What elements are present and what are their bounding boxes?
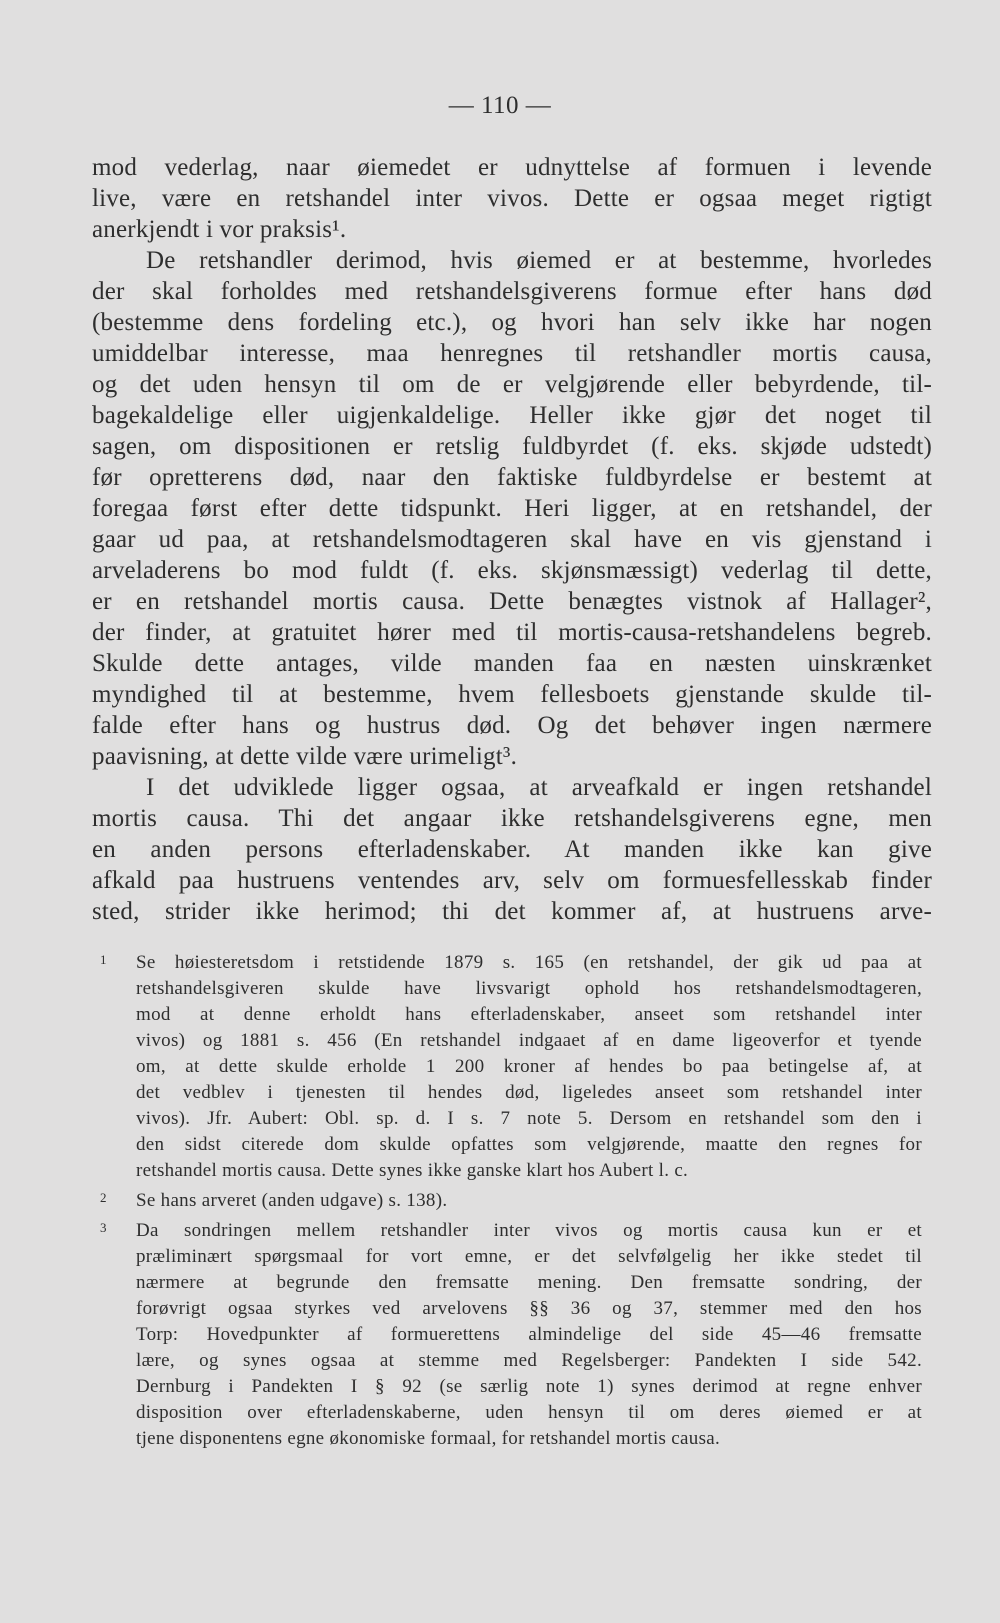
footnote-line: om, at dette skulde erholde 1 200 kroner af hendes bo paa betingelse af, at [136, 1056, 922, 1077]
footnote-3 [100, 1218, 922, 1452]
footnote-2 [100, 1188, 922, 1214]
text-line: I det udviklede ligger ogsaa, at arveafkald er ingen retshandel [146, 774, 932, 801]
footnote-mark: 3 [100, 1220, 107, 1235]
text-line: falde efter hans og hustrus død. Og det behøver ingen nærmere [92, 712, 932, 739]
footnote-line: præliminært spørgsmaal for vort emne, er det selvfølgelig her ikke stedet til [136, 1246, 922, 1267]
text-line: mod vederlag, naar øiemedet er udnyttelse af formuen i levende [92, 154, 932, 181]
text-line: før opretterens død, naar den faktiske fuldbyrdelse er bestemt at [92, 464, 932, 491]
text-line: anerkjendt i vor praksis¹. [92, 216, 347, 243]
text-line: en anden persons efterladenskaber. At manden ikke kan give [92, 836, 932, 863]
footnote-mark: 1 [100, 952, 107, 967]
footnote-line: Se hans arveret (anden udgave) s. 138). [136, 1190, 448, 1211]
footnote-1 [100, 950, 922, 1184]
text-line: er en retshandel mortis causa. Dette benægtes vistnok af Hallager², [92, 588, 932, 615]
text-line: der finder, at gratuitet hører med til mortis-causa-retshandelens begreb. [92, 619, 932, 646]
footnote-line: retshandel mortis causa. Dette synes ikke ganske klart hos Aubert l. c. [136, 1160, 689, 1181]
footnote-line: mod at denne erholdt hans efterladenskaber, anseet som retshandel inter [136, 1004, 922, 1025]
page-number: — 110 — [448, 92, 552, 119]
footnote-line: Dernburg i Pandekten I § 92 (se særlig note 1) synes derimod at regne enhver [136, 1376, 922, 1397]
text-line: (bestemme dens fordeling etc.), og hvori han selv ikke har nogen [92, 309, 932, 336]
footnote-line: vivos) og 1881 s. 456 (En retshandel indgaaet af en dame ligeoverfor et tyende [136, 1030, 922, 1051]
text-line: sagen, om dispositionen er retslig fuldbyrdet (f. eks. skjøde udstedt) [92, 433, 932, 460]
footnote-mark: 2 [100, 1190, 107, 1205]
footnote-line: disposition over efterladenskaberne, uden hensyn til om deres øiemed er at [136, 1402, 922, 1423]
text-line: bagekaldelige eller uigjenkaldelige. Heller ikke gjør det noget til [92, 402, 932, 429]
text-line: foregaa først efter dette tidspunkt. Heri ligger, at en retshandel, der [92, 495, 932, 522]
footnotes [100, 950, 922, 1456]
footnote-line: forøvrigt ogsaa styrkes ved arvelovens §§ 36 og 37, stemmer med den hos [136, 1298, 922, 1319]
footnote-line: den sidst citerede dom skulde opfattes som velgjørende, maatte den regnes for [136, 1134, 922, 1155]
footnote-line: Da sondringen mellem retshandler inter vivos og mortis causa kun er et [136, 1220, 922, 1241]
footnote-line: vivos). Jfr. Aubert: Obl. sp. d. I s. 7 note 5. Dersom en retshandel som den i [136, 1108, 922, 1129]
text-line: De retshandler derimod, hvis øiemed er at bestemme, hvorledes [146, 247, 932, 274]
text-line: og det uden hensyn til om de er velgjørende eller bebyrdende, til- [92, 371, 932, 398]
text-line: Skulde dette antages, vilde manden faa en næsten uinskrænket [92, 650, 932, 677]
footnote-line: lære, og synes ogsaa at stemme med Regelsberger: Pandekten I side 542. [136, 1350, 922, 1371]
text-line: mortis causa. Thi det angaar ikke retshandelsgiverens egne, men [92, 805, 932, 832]
main-text [92, 152, 932, 927]
footnote-line: Torp: Hovedpunkter af formuerettens almindelige del side 45—46 fremsatte [136, 1324, 922, 1345]
footnote-line: tjene disponentens egne økonomiske formaal, for retshandel mortis causa. [136, 1428, 721, 1449]
text-line: paavisning, at dette vilde være urimeligt³. [92, 743, 518, 770]
text-line: der skal forholdes med retshandelsgiverens formue efter hans død [92, 278, 932, 305]
footnote-line: Se høiesteretsdom i retstidende 1879 s. 165 (en retshandel, der gik ud paa at [136, 952, 922, 973]
footnote-line: nærmere at begrunde den fremsatte mening. Den fremsatte sondring, der [136, 1272, 922, 1293]
text-line: sted, strider ikke herimod; thi det kommer af, at hustruens arve- [92, 898, 932, 925]
text-line: live, være en retshandel inter vivos. Dette er ogsaa meget rigtigt [92, 185, 932, 212]
text-line: umiddelbar interesse, maa henregnes til retshandler mortis causa, [92, 340, 932, 367]
footnote-line: det vedblev i tjenesten til hendes død, ligeledes anseet som retshandel inter [136, 1082, 922, 1103]
footnote-line: retshandelsgiveren skulde have livsvarigt ophold hos retshandelsmodtageren, [136, 978, 922, 999]
text-line: gaar ud paa, at retshandelsmodtageren skal have en vis gjenstand i [92, 526, 932, 553]
text-line: afkald paa hustruens ventendes arv, selv om formuesfellesskab finder [92, 867, 932, 894]
text-line: myndighed til at bestemme, hvem fellesboets gjenstande skulde til- [92, 681, 932, 708]
text-line: arveladerens bo mod fuldt (f. eks. skjønsmæssigt) vederlag til dette, [92, 557, 932, 584]
